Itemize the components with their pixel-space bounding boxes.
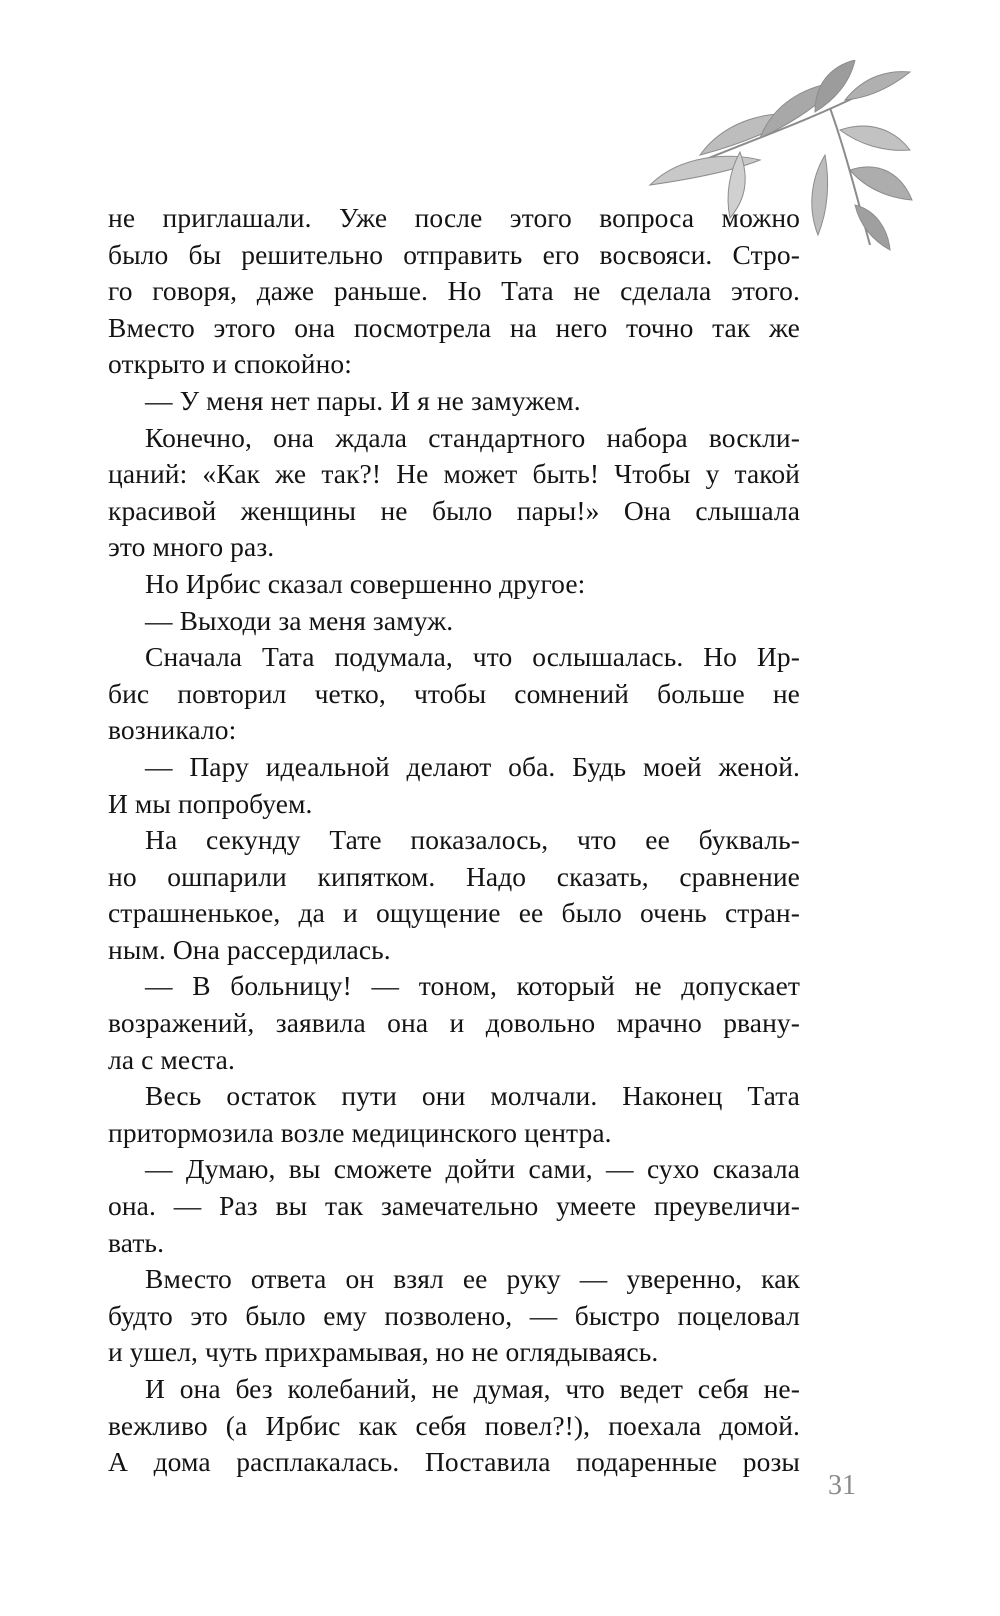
text-line: Вместо этого она посмотрела на него точно так же <box>108 311 800 343</box>
body-text <box>108 200 800 1481</box>
text-line: возражений, заявила она и довольно мрачно рвану- <box>108 1007 800 1039</box>
text-line: Сначала Тата подумала, что ослышалась. Но Ир- <box>145 641 800 673</box>
text-line: будто это было ему позволено, — быстро поцеловал <box>108 1299 800 1331</box>
text-line: Конечно, она ждала стандартного набора воскли- <box>145 421 800 453</box>
text-line: — Думаю, вы сможете дойти сами, — сухо сказала <box>145 1153 800 1185</box>
page-number: 31 <box>828 1470 856 1501</box>
text-line: — У меня нет пары. И я не замужем. <box>145 384 581 416</box>
text-line: Вместо ответа он взял ее руку — уверенно, как <box>145 1263 800 1295</box>
text-line: красивой женщины не было пары!» Она слышала <box>108 494 800 526</box>
text-line: — Пару идеальной делают оба. Будь моей женой. <box>145 750 800 782</box>
text-line: и ушел, чуть прихрамывая, но не оглядываясь. <box>108 1336 659 1368</box>
text-line: Весь остаток пути они молчали. Наконец Тата <box>145 1080 800 1112</box>
text-line: ным. Она рассердилась. <box>108 933 391 965</box>
text-line: было бы решительно отправить его восвояси. Стро- <box>108 238 800 270</box>
text-line: И мы попробуем. <box>108 787 313 819</box>
text-line: открыто и спокойно: <box>108 348 352 380</box>
text-line: но ошпарили кипятком. Надо сказать, сравнение <box>108 860 800 892</box>
text-line: не приглашали. Уже после этого вопроса можно <box>108 202 800 233</box>
text-line: страшненькое, да и ощущение ее было очень стран- <box>108 897 800 929</box>
text-line: На секунду Тате показалось, что ее букваль- <box>145 824 800 856</box>
text-line: — Выходи за меня замуж. <box>145 604 454 636</box>
text-line: цаний: «Как же так?! Не может быть! Чтобы у такой <box>108 458 800 490</box>
text-line: бис повторил четко, чтобы сомнений больше не <box>108 677 800 709</box>
text-line: А дома расплакалась. Поставила подаренные розы <box>108 1446 800 1478</box>
text-line: И она без колебаний, не думая, что ведет себя не- <box>145 1373 800 1404</box>
text-line: возникало: <box>108 714 237 746</box>
text-line: Но Ирбис сказал совершенно другое: <box>145 567 586 599</box>
text-line: она. — Раз вы так замечательно умеете преувеличи- <box>108 1190 800 1222</box>
text-line: притормозила возле медицинского центра. <box>108 1116 612 1148</box>
text-line: го говоря, даже раньше. Но Тата не сделала этого. <box>108 275 800 307</box>
text-line: ла с места. <box>108 1043 235 1075</box>
text-line: это много раз. <box>108 531 275 563</box>
text-line: — В больницу! — тоном, который не допускает <box>145 970 800 1002</box>
text-line: вать. <box>108 1226 165 1258</box>
text-line: вежливо (а Ирбис как себя повел?!), поехала домой. <box>108 1409 800 1441</box>
